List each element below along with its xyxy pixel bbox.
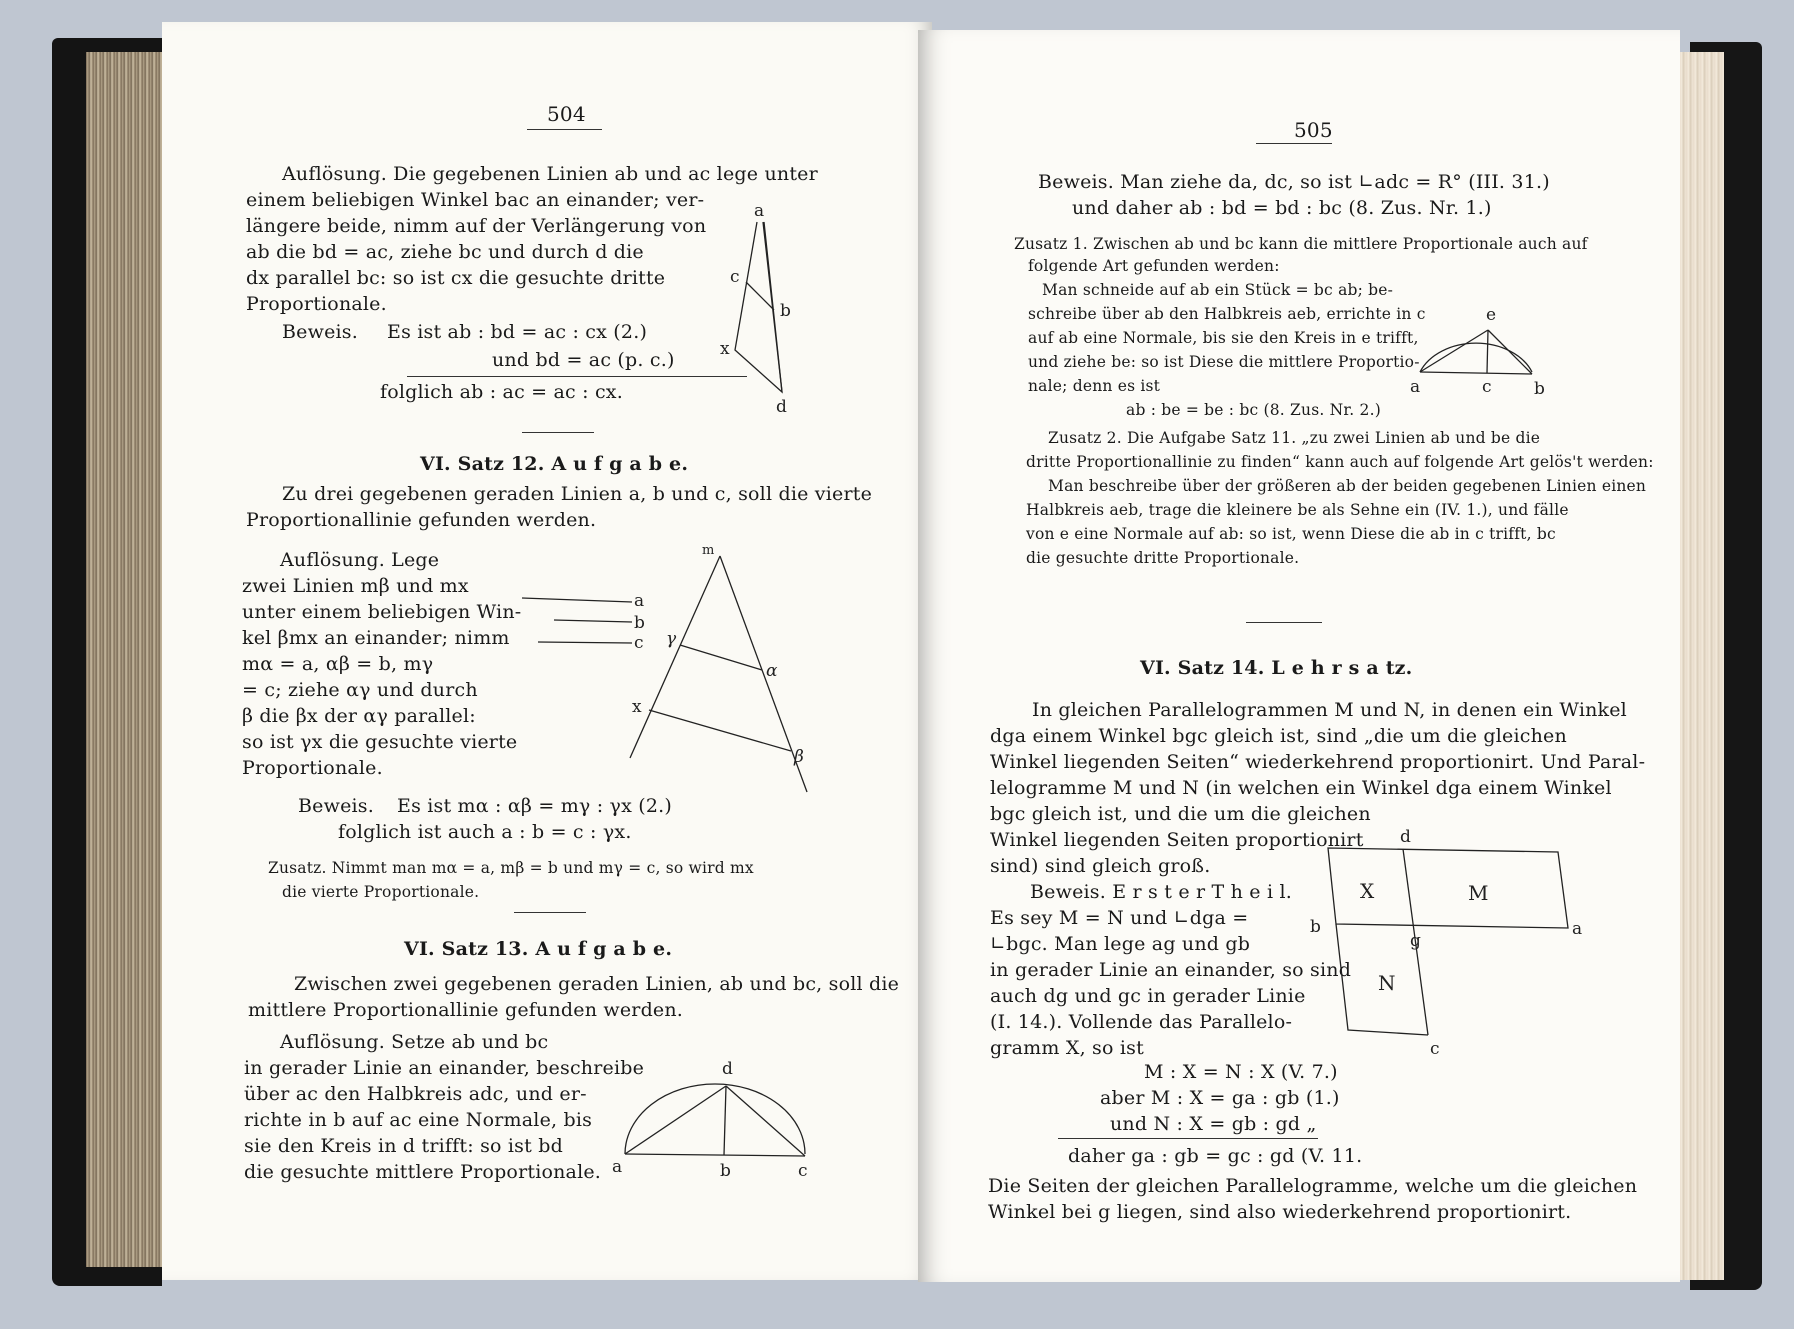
section-heading: VI. Satz 14. L e h r s a tz. xyxy=(1140,657,1413,679)
zusatz1-line: folgende Art gefunden werden: xyxy=(1028,257,1280,275)
aufloesung-line: Proportionale. xyxy=(246,293,387,315)
aufloesung-line: einem beliebigen Winkel bac an einander; ver- xyxy=(246,189,705,211)
beweis-line: und daher ab : bd = bd : bc (8. Zus. Nr. 1.) xyxy=(1072,197,1492,219)
svg-text:b: b xyxy=(780,301,791,321)
beweis-line: gramm X, so ist xyxy=(990,1037,1144,1059)
statement-line: dga einem Winkel bgc gleich ist, sind „die um die gleichen xyxy=(990,725,1567,747)
beweis-equation: Es ist mα : αβ = mγ : γx (2.) xyxy=(397,795,673,817)
beweis-line: Beweis. E r s t e r T h e i l. xyxy=(1030,881,1293,903)
page-number: 504 xyxy=(547,102,586,126)
zusatz2-line: dritte Proportionallinie zu finden“ kann auch auf folgende Art gelös't werden: xyxy=(1026,453,1654,471)
svg-text:a: a xyxy=(612,1157,623,1177)
svg-text:X: X xyxy=(1360,879,1375,903)
statement-line: Zu drei gegebenen geraden Linien a, b und c, soll die vierte xyxy=(282,483,873,505)
statement-line: mittlere Proportionallinie gefunden werden. xyxy=(248,999,684,1021)
aufloesung-line: kel βmx an einander; nimm xyxy=(242,627,510,649)
statement-line: Winkel liegenden Seiten proportionirt xyxy=(990,829,1364,851)
section-heading: VI. Satz 13. A u f g a b e. xyxy=(404,938,673,960)
beweis-line: auch dg und gc in gerader Linie xyxy=(990,985,1306,1007)
aufloesung-line: richte in b auf ac eine Normale, bis xyxy=(244,1109,593,1131)
section-divider xyxy=(522,432,594,433)
aufloesung-line: Proportionale. xyxy=(242,757,383,779)
svg-text:c: c xyxy=(730,267,740,287)
statement-line: Winkel liegenden Seiten“ wiederkehrend proportionirt. Und Paral- xyxy=(990,751,1646,773)
svg-text:b: b xyxy=(634,613,645,633)
section-heading: VI. Satz 12. A u f g a b e. xyxy=(420,453,689,475)
svg-text:b: b xyxy=(1310,917,1321,937)
zusatz2-line: Man beschreibe über der größeren ab der beiden gegebenen Linien einen xyxy=(1048,477,1647,495)
svg-text:e: e xyxy=(1486,305,1497,325)
beweis-equation: und bd = ac (p. c.) xyxy=(492,349,675,371)
aufloesung-line: mα = a, αβ = b, mγ xyxy=(242,653,434,675)
statement-line: lelogramme M und N (in welchen ein Winkel dga einem Winkel xyxy=(990,777,1612,799)
svg-text:c: c xyxy=(1482,377,1492,397)
equation-line: M : X = N : X (V. 7.) xyxy=(1144,1061,1338,1083)
aufloesung-line: die gesuchte mittlere Proportionale. xyxy=(244,1161,602,1183)
conclusion-line: Winkel bei g liegen, sind also wiederkehrend proportionirt. xyxy=(988,1201,1572,1223)
zusatz2-line: Halbkreis aeb, trage die kleinere be als Sehne ein (IV. 1.), und fälle xyxy=(1026,501,1569,519)
svg-text:b: b xyxy=(720,1161,731,1181)
beweis-equation: folglich ab : ac = ac : cx. xyxy=(380,381,623,403)
svg-text:d: d xyxy=(722,1059,733,1079)
statement-line: sind) sind gleich groß. xyxy=(990,855,1211,877)
page-number-rule xyxy=(1256,143,1332,144)
svg-text:m: m xyxy=(702,543,715,558)
aufloesung-line: Auflösung. Setze ab und bc xyxy=(280,1031,549,1053)
aufloesung-line: über ac den Halbkreis adc, und er- xyxy=(244,1083,587,1105)
proof-rule xyxy=(407,376,747,377)
svg-text:γ: γ xyxy=(666,629,677,649)
zusatz1-line: schreibe über ab den Halbkreis aeb, errichte in c xyxy=(1028,305,1426,323)
aufloesung-line: zwei Linien mβ und mx xyxy=(242,575,469,597)
zusatz2-line: Zusatz 2. Die Aufgabe Satz 11. „zu zwei Linien ab und be die xyxy=(1048,429,1541,447)
aufloesung-line: dx parallel bc: so ist cx die gesuchte dritte xyxy=(246,267,666,289)
beweis-line: ∟bgc. Man lege ag und gb xyxy=(990,933,1251,955)
statement-line: Proportionallinie gefunden werden. xyxy=(246,509,597,531)
aufloesung-line: Auflösung. Lege xyxy=(280,549,440,571)
proof-rule xyxy=(1058,1138,1318,1139)
aufloesung-line: in gerader Linie an einander, beschreibe xyxy=(244,1057,645,1079)
zusatz1-equation: ab : be = be : bc (8. Zus. Nr. 2.) xyxy=(1126,401,1381,419)
zusatz1-line: Zusatz 1. Zwischen ab und bc kann die mittlere Proportionale auch auf xyxy=(1014,235,1588,253)
svg-text:c: c xyxy=(634,633,644,653)
beweis-equation: folglich ist auch a : b = c : γx. xyxy=(338,821,632,843)
aufloesung-line: = c; ziehe αγ und durch xyxy=(242,679,478,701)
svg-text:d: d xyxy=(776,397,787,417)
aufloesung-line: längere beide, nimm auf der Verlängerung von xyxy=(246,215,707,237)
aufloesung-line: sie den Kreis in d trifft: so ist bd xyxy=(244,1135,563,1157)
figure-third-proportional xyxy=(702,201,862,417)
zusatz-line: Zusatz. Nimmt man mα = a, mβ = b und mγ = c, so wird mx xyxy=(268,859,754,877)
svg-text:a: a xyxy=(634,591,645,611)
zusatz1-line: auf ab eine Normale, bis sie den Kreis in e trifft, xyxy=(1028,329,1419,347)
svg-text:M: M xyxy=(1468,881,1489,905)
svg-text:a: a xyxy=(1572,919,1583,939)
beweis-line: Beweis. Man ziehe da, dc, so ist ∟adc = R° (III. 31.) xyxy=(1038,171,1550,193)
statement-line: bgc gleich ist, und die um die gleichen xyxy=(990,803,1371,825)
zusatz1-line: Man schneide auf ab ein Stück = bc ab; be- xyxy=(1042,281,1394,299)
zusatz1-line: nale; denn es ist xyxy=(1028,377,1161,395)
beweis-label: Beweis. xyxy=(282,321,358,343)
svg-text:N: N xyxy=(1378,971,1396,995)
figure-parallelograms xyxy=(1310,827,1583,1059)
svg-text:c: c xyxy=(1430,1039,1440,1059)
svg-text:x: x xyxy=(632,697,642,717)
zusatz1-line: und ziehe be: so ist Diese die mittlere Proportio- xyxy=(1028,353,1420,371)
svg-text:b: b xyxy=(1534,379,1545,399)
statement-line: Zwischen zwei gegebenen geraden Linien, ab und bc, soll die xyxy=(294,973,900,995)
equation-line: aber M : X = ga : gb (1.) xyxy=(1100,1087,1340,1109)
beweis-line: Es sey M = N und ∟dga = xyxy=(990,907,1249,929)
statement-line: In gleichen Parallelogrammen M und N, in denen ein Winkel xyxy=(1032,699,1627,721)
section-divider xyxy=(1246,622,1322,623)
aufloesung-line: unter einem beliebigen Win- xyxy=(242,601,522,623)
section-divider xyxy=(514,912,586,913)
figure-zusatz1-semicircle xyxy=(1408,300,1558,400)
figure-fourth-proportional xyxy=(502,542,822,802)
zusatz-line: die vierte Proportionale. xyxy=(282,883,480,901)
equation-line: und N : X = gb : gd „ xyxy=(1110,1113,1317,1135)
svg-text:a: a xyxy=(754,201,765,221)
zusatz2-line: die gesuchte dritte Proportionale. xyxy=(1026,549,1300,567)
beweis-label: Beweis. xyxy=(298,795,374,817)
right-page xyxy=(918,30,1680,1282)
zusatz2-line: von e eine Normale auf ab: so ist, wenn Diese die ab in c trifft, bc xyxy=(1026,525,1556,543)
svg-text:d: d xyxy=(1400,827,1411,847)
figure-mean-proportional xyxy=(612,1052,812,1182)
aufloesung-line: β die βx der αγ parallel: xyxy=(242,705,476,727)
beweis-line: (I. 14.). Vollende das Parallelo- xyxy=(990,1011,1293,1033)
left-page xyxy=(162,22,932,1280)
beweis-line: in gerader Linie an einander, so sind xyxy=(990,959,1352,981)
page-number-rule xyxy=(527,129,602,130)
equation-line: daher ga : gb = gc : gd (V. 11. xyxy=(1068,1145,1363,1167)
conclusion-line: Die Seiten der gleichen Parallelogramme, welche um die gleichen xyxy=(988,1175,1638,1197)
aufloesung-line: so ist γx die gesuchte vierte xyxy=(242,731,518,753)
page-number: 505 xyxy=(1294,118,1333,142)
svg-text:g: g xyxy=(1410,931,1421,951)
svg-text:β: β xyxy=(794,747,804,767)
svg-text:x: x xyxy=(720,339,730,359)
svg-text:c: c xyxy=(798,1161,808,1181)
beweis-equation: Es ist ab : bd = ac : cx (2.) xyxy=(387,321,648,343)
svg-text:a: a xyxy=(1410,377,1421,397)
aufloesung-line: ab die bd = ac, ziehe bc und durch d die xyxy=(246,241,644,263)
svg-text:α: α xyxy=(766,661,778,681)
aufloesung-line: Auflösung. Die gegebenen Linien ab und ac lege unter xyxy=(282,163,818,185)
